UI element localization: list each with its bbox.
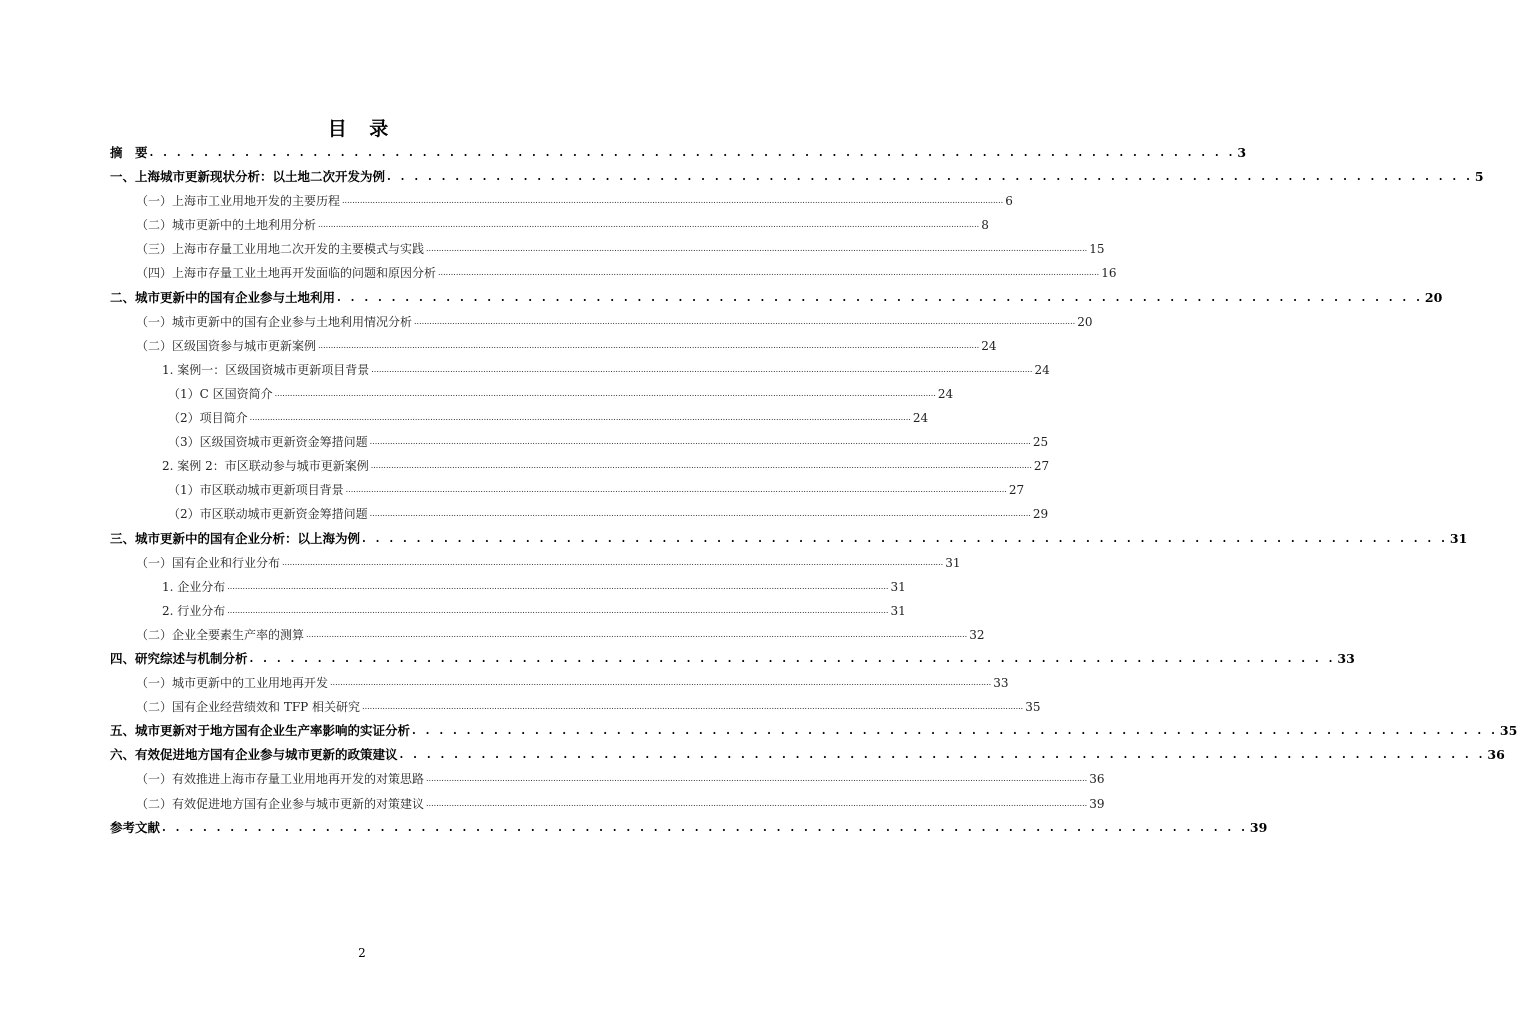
toc-entry-page: 8	[981, 218, 989, 233]
toc-entry[interactable]	[110, 647, 1355, 671]
toc-entry-label: 一、上海城市更新现状分析：以土地二次开发为例	[110, 169, 386, 185]
toc-entry-label: （二）国有企业经营绩效和 TFP 相关研究	[136, 700, 361, 715]
toc-entry-label: （二）有效促进地方国有企业参与城市更新的对策建议	[136, 796, 425, 811]
toc-leader-dots: ....................................................................................................................................................................................................................................................................	[318, 220, 980, 230]
toc-entry[interactable]	[110, 286, 1443, 310]
toc-entry[interactable]	[110, 310, 1093, 334]
toc-entry-page: 24	[937, 386, 954, 401]
toc-entry[interactable]	[110, 575, 906, 599]
toc-entry-label: 1. 企业分布	[162, 579, 226, 594]
toc-leader-dots: . . . . . . . . . . . . . . . . . . . . . . . . . . . . . . . . . . . . . . . . . . . . . . . . . . . . . . . . . . . . . . . . . . . . . . . . . . . . . . . .	[249, 651, 1336, 665]
toc-leader-dots: . . . . . . . . . . . . . . . . . . . . . . . . . . . . . . . . . . . . . . . . . . . . . . . . . . . . . . . . . . . . . . . . . . . . . . . . . . . . . . . .	[149, 146, 1236, 159]
page-title: 目 录	[327, 118, 397, 140]
toc-entry-page: 25	[1032, 435, 1049, 450]
toc-entry-page: 31	[945, 555, 961, 570]
toc-leader-dots: . . . . . . . . . . . . . . . . . . . . . . . . . . . . . . . . . . . . . . . . . . . . . . . . . . . . . . . . . . . . . . . . . . . . . . . . . . . . . . . .	[162, 820, 1248, 834]
toc-leader-dots: ....................................................................................................................................................................................................................................................................	[330, 678, 992, 688]
toc-entry[interactable]	[110, 527, 1468, 551]
toc-entry[interactable]	[110, 502, 1049, 526]
toc-entry-page: 16	[1101, 266, 1117, 281]
toc-entry-label: （2）市区联动城市更新资金筹措问题	[168, 507, 368, 522]
toc-leader-dots: ....................................................................................................................................................................................................................................................................	[227, 605, 889, 615]
toc-entry-label: 五、城市更新对于地方国有企业生产率影响的实证分析	[110, 723, 411, 739]
toc-leader-dots: ....................................................................................................................................................................................................................................................................	[282, 557, 944, 567]
toc-leader-dots: ....................................................................................................................................................................................................................................................................	[438, 268, 1100, 278]
toc-entry[interactable]	[110, 334, 997, 358]
toc-entry-page: 3	[1237, 145, 1247, 160]
toc-entry[interactable]	[110, 237, 1105, 261]
toc-leader-dots: ....................................................................................................................................................................................................................................................................	[345, 485, 1007, 495]
toc-entry-page: 24	[1034, 362, 1050, 377]
toc-entry-page: 5	[1474, 169, 1484, 185]
toc-entry-page: 36	[1487, 747, 1505, 763]
toc-entry[interactable]	[110, 695, 1041, 719]
toc-entry-label: （一）城市更新中的国有企业参与土地利用情况分析	[136, 314, 413, 329]
toc-entry[interactable]	[110, 406, 929, 430]
toc-entry-page: 33	[1337, 650, 1355, 666]
toc-entry-label: （一）有效推进上海市存量工业用地再开发的对策思路	[136, 772, 425, 787]
toc-leader-dots: ....................................................................................................................................................................................................................................................................	[249, 413, 911, 423]
toc-leader-dots: ....................................................................................................................................................................................................................................................................	[371, 364, 1033, 374]
toc-entry-page: 20	[1424, 289, 1443, 305]
toc-entry-page: 20	[1077, 314, 1093, 329]
toc-leader-dots: . . . . . . . . . . . . . . . . . . . . . . . . . . . . . . . . . . . . . . . . . . . . . . . . . . . . . . . . . . . . . . . . . . . . . . . . . . . . . . . .	[362, 531, 1448, 545]
toc-entry-page: 35	[1499, 723, 1517, 739]
toc-entry-page: 31	[890, 603, 906, 618]
toc-entry-page: 29	[1032, 507, 1049, 522]
toc-entry-page: 35	[1025, 700, 1041, 715]
toc-leader-dots: ....................................................................................................................................................................................................................................................................	[318, 340, 980, 350]
toc-leader-dots: ....................................................................................................................................................................................................................................................................	[274, 388, 936, 398]
toc-entry-label: 2. 行业分布	[162, 603, 226, 618]
toc-entry[interactable]	[110, 454, 1050, 478]
toc-entry-label: （一）城市更新中的工业用地再开发	[136, 676, 329, 691]
toc-entry-label: 六、有效促进地方国有企业参与城市更新的政策建议	[110, 747, 398, 763]
toc-entry[interactable]	[110, 261, 1117, 285]
toc-entry-label: （2）项目简介	[168, 411, 248, 426]
toc-entry-label: （四）上海市存量工业土地再开发面临的问题和原因分析	[136, 266, 437, 281]
toc-entry-label: （1）C 区国资简介	[168, 386, 273, 401]
toc-entry[interactable]	[110, 599, 906, 623]
toc-entry-label: （1）市区联动城市更新项目背景	[168, 483, 344, 498]
toc-entry[interactable]	[110, 767, 1105, 791]
toc-entry[interactable]	[110, 430, 1049, 454]
toc-entry-page: 31	[1449, 530, 1468, 546]
toc-entry-label: 四、研究综述与机制分析	[110, 650, 248, 666]
toc-entry-label: （二）城市更新中的土地利用分析	[136, 218, 317, 233]
toc-entry-page: 32	[969, 627, 985, 642]
toc-leader-dots: ....................................................................................................................................................................................................................................................................	[227, 581, 889, 591]
toc-entry-label: 三、城市更新中的国有企业分析：以上海为例	[110, 530, 361, 546]
toc-leader-dots: . . . . . . . . . . . . . . . . . . . . . . . . . . . . . . . . . . . . . . . . . . . . . . . . . . . . . . . . . . . . . . . . . . . . . . . . . . . . . . . .	[387, 170, 1473, 184]
toc-entry[interactable]	[110, 816, 1268, 840]
toc-entry[interactable]	[110, 358, 1050, 382]
toc-entry-label: 1. 案例一：区级国资城市更新项目背景	[162, 362, 370, 377]
toc-entry-label: （一）国有企业和行业分布	[136, 555, 281, 570]
toc-leader-dots: ....................................................................................................................................................................................................................................................................	[362, 702, 1024, 712]
toc-entry-page: 27	[1008, 483, 1025, 498]
toc-leader-dots: ....................................................................................................................................................................................................................................................................	[426, 244, 1088, 254]
toc-leader-dots: ....................................................................................................................................................................................................................................................................	[342, 196, 1004, 206]
toc-entry-page: 6	[1005, 194, 1013, 209]
toc-entry[interactable]	[110, 719, 1517, 743]
toc-entry-page: 39	[1089, 796, 1105, 811]
toc-leader-dots: ....................................................................................................................................................................................................................................................................	[370, 461, 1032, 471]
toc-leader-dots: ....................................................................................................................................................................................................................................................................	[306, 629, 968, 639]
table-of-contents	[110, 141, 1517, 840]
toc-leader-dots: . . . . . . . . . . . . . . . . . . . . . . . . . . . . . . . . . . . . . . . . . . . . . . . . . . . . . . . . . . . . . . . . . . . . . . . . . . . . . . . .	[337, 290, 1423, 304]
toc-entry[interactable]	[110, 743, 1505, 767]
toc-entry-page: 27	[1033, 459, 1050, 474]
toc-entry-page: 33	[993, 676, 1009, 691]
toc-leader-dots: . . . . . . . . . . . . . . . . . . . . . . . . . . . . . . . . . . . . . . . . . . . . . . . . . . . . . . . . . . . . . . . . . . . . . . . . . . . . . . . .	[412, 724, 1498, 738]
toc-entry-label: （一）上海市工业用地开发的主要历程	[136, 194, 341, 209]
toc-entry-label: 参考文献	[110, 819, 161, 835]
toc-leader-dots: ....................................................................................................................................................................................................................................................................	[369, 437, 1031, 447]
toc-entry[interactable]	[110, 792, 1105, 816]
toc-entry-page: 15	[1089, 242, 1105, 257]
toc-entry[interactable]	[110, 213, 989, 237]
toc-entry[interactable]	[110, 551, 961, 575]
toc-entry-label: 2. 案例 2：市区联动参与城市更新案例	[162, 459, 369, 474]
toc-entry[interactable]	[110, 623, 985, 647]
toc-entry[interactable]	[110, 189, 1013, 213]
toc-entry-page: 36	[1089, 772, 1105, 787]
toc-entry-page: 24	[981, 338, 997, 353]
toc-entry-page: 39	[1249, 819, 1268, 835]
toc-leader-dots: ....................................................................................................................................................................................................................................................................	[426, 774, 1088, 784]
toc-entry-label: （三）上海市存量工业用地二次开发的主要模式与实践	[136, 242, 425, 257]
toc-entry[interactable]	[110, 478, 1025, 502]
toc-entry-label: （二）企业全要素生产率的测算	[136, 627, 305, 642]
toc-entry-page: 31	[890, 579, 906, 594]
toc-leader-dots: ....................................................................................................................................................................................................................................................................	[426, 798, 1088, 808]
toc-leader-dots: ....................................................................................................................................................................................................................................................................	[369, 509, 1031, 519]
toc-entry[interactable]	[110, 382, 954, 406]
toc-entry-label: 二、城市更新中的国有企业参与土地利用	[110, 289, 336, 305]
toc-entry-page: 24	[912, 411, 929, 426]
toc-entry-label: （3）区级国资城市更新资金筹措问题	[168, 435, 368, 450]
toc-entry[interactable]	[110, 671, 1009, 695]
toc-leader-dots: . . . . . . . . . . . . . . . . . . . . . . . . . . . . . . . . . . . . . . . . . . . . . . . . . . . . . . . . . . . . . . . . . . . . . . . . . . . . . . . .	[399, 748, 1486, 762]
toc-entry[interactable]	[110, 141, 1247, 165]
page-number: 2	[358, 946, 366, 960]
toc-leader-dots: ....................................................................................................................................................................................................................................................................	[414, 316, 1076, 326]
toc-entry[interactable]	[110, 165, 1484, 189]
toc-entry-label: 摘 要	[110, 145, 148, 160]
toc-entry-label: （二）区级国资参与城市更新案例	[136, 338, 317, 353]
